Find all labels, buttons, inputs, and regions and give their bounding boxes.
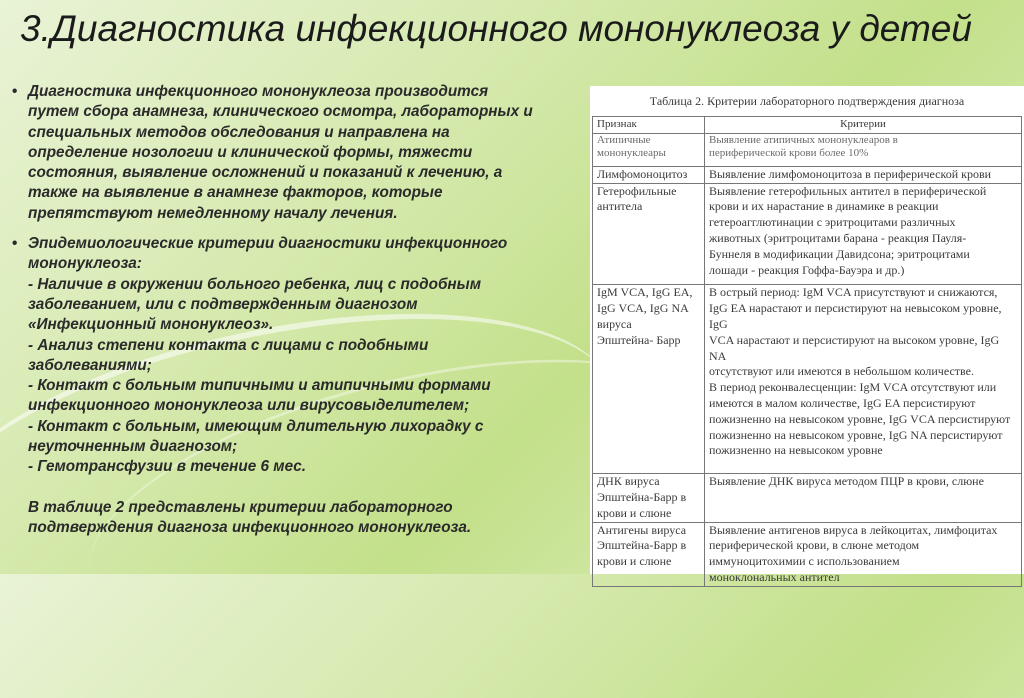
bullet-line: состояния, выявление осложнений и показаний к лечению, а [28, 164, 503, 182]
bullet-line: Эпидемиологические критерии диагностики инфекционного [28, 235, 508, 253]
bullet-list [12, 82, 592, 478]
note-line: подтверждения диагноза инфекционного мононуклеоза. [28, 518, 472, 536]
criteria-cell: Выявление лимфомоноцитоза в периферической крови [705, 166, 1022, 183]
bullet-line: также на выявление в анамнезе факторов, которые [28, 184, 443, 202]
sign-cell: Антигены вируса Эпштейна-Барр в крови и слюне [593, 522, 705, 586]
bullet-line: заболеваниями; [28, 356, 152, 374]
table-caption: Таблица 2. Критерии лабораторного подтверждения диагноза [649, 94, 965, 108]
bullet-line: неуточненным диагнозом; [28, 438, 238, 456]
bullet-line: инфекционного мононуклеоза или вирусовыделителем; [28, 397, 470, 415]
bullet-line: специальных методов обследования и направлена на [28, 123, 450, 141]
sign-cell: Лимфомоноцитоз [593, 166, 705, 183]
criteria-cell: Выявление ДНК вируса методом ПЦР в крови, слюне [705, 474, 1022, 522]
column-header-criteria: Критерии [705, 117, 1022, 134]
bullet-line: «Инфекционный мононуклеоз». [28, 316, 274, 334]
bullet-line: заболеванием, или с подтвержденным диагнозом [28, 295, 418, 313]
bullet-line: - Контакт с больным типичными и атипичными формами [28, 377, 491, 395]
bullet-dot-icon: • [12, 235, 18, 253]
criteria-cell: Выявление атипичных мононуклеаров в периферической крови более 10% [705, 133, 1022, 166]
column-header-sign: Признак [593, 117, 705, 134]
sign-cell: ДНК вируса Эпштейна-Барр в крови и слюне [593, 474, 705, 522]
bullet-dot-icon: • [12, 83, 18, 100]
table-row [593, 522, 1022, 586]
criteria-cell: В острый период: IgM VCA присутствуют и снижаются, IgG EA нарастают и персистируют на невысоком уровне, IgG VCA нарастают и персистируют на высоком уровне, IgG NA отсутствуют или имеются в небольшом количестве. В период реконвалесценции: IgM VCA отсутствуют или имеются в малом количестве, IgG EA персистируют пожизненно на невысоком уровне, IgG VCA персистируют пожизненно на невысоком уровне, IgG NA персистируют пожизненно на невысоком уровне [705, 285, 1022, 474]
bullet-line: препятствуют немедленному началу лечения. [28, 204, 398, 222]
criteria-cell: Выявление гетерофильных антител в периферической крови и их нарастание в динамике в реакции гетероагглютинации с эритроцитами различных животных (эритроцитами барана - реакция Пауля- Буннеля в модификации Давидсона; эритроцитами лошади - реакция Гоффа-Бауэра и др.) [705, 183, 1022, 285]
table-row [593, 474, 1022, 522]
table-reference-note [12, 498, 592, 539]
criteria-table-image [590, 86, 1024, 584]
bullet-line: - Контакт с больным, имеющим длительную лихорадку с [28, 417, 484, 435]
slide-body [12, 82, 592, 538]
slide-title: 3.Диагностика инфекционного мононуклеоза у детей [20, 8, 972, 49]
bullet-line: мононуклеоза: [28, 255, 142, 273]
bullet-item [12, 234, 592, 478]
table-row [593, 183, 1022, 285]
table-row [593, 133, 1022, 166]
sign-cell: Атипичные мононуклеары [593, 133, 705, 166]
bullet-line: путем сбора анамнеза, клинического осмотра, лабораторных и [28, 103, 533, 121]
bullet-line: - Анализ степени контакта с лицами с подобными [28, 336, 429, 354]
table-row [593, 285, 1022, 474]
sign-cell: IgM VCA, IgG EA, IgG VCA, IgG NA вируса Эпштейна- Барр [593, 285, 705, 474]
bullet-line: Диагностика инфекционного мононуклеоза производится [28, 83, 489, 100]
table-header-row [593, 117, 1022, 134]
bullet-line: - Наличие в окружении больного ребенка, лиц с подобным [28, 275, 482, 293]
table-row [593, 166, 1022, 183]
bullet-line: - Гемотрансфузии в течение 6 мес. [28, 458, 307, 476]
bullet-line: определение нозологии и клинической формы, тяжести [28, 143, 473, 161]
bullet-item [12, 82, 592, 224]
criteria-cell: Выявление антигенов вируса в лейкоцитах, лимфоцитах периферической крови, в слюне методом иммуноцитохимии с использованием моноклональных антител [705, 522, 1022, 586]
criteria-table [592, 116, 1022, 587]
note-line: В таблице 2 представлены критерии лабораторного [28, 498, 453, 516]
sign-cell: Гетерофильные антитела [593, 183, 705, 285]
